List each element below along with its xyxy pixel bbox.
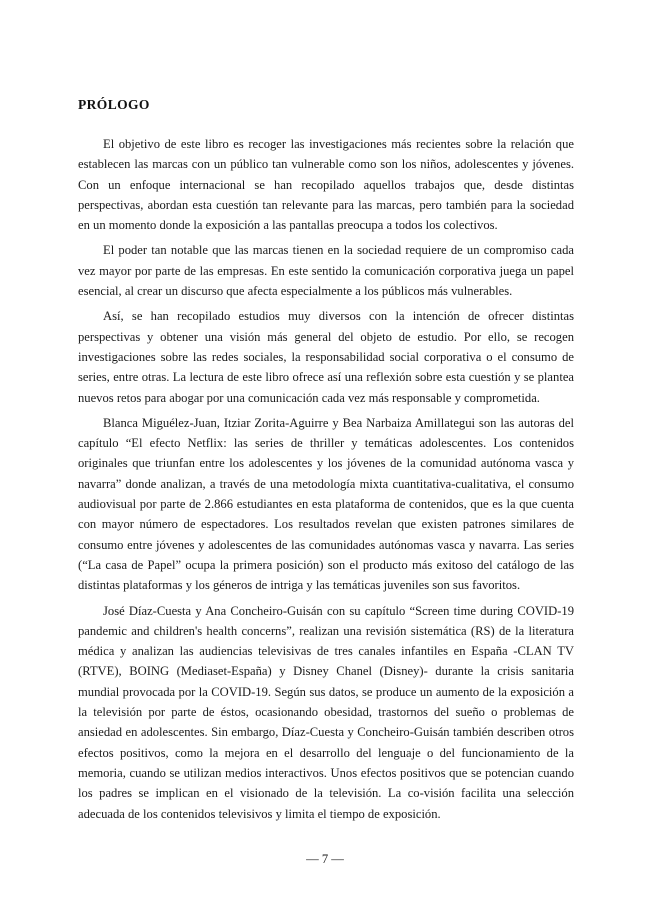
body-text	[78, 134, 574, 829]
paragraph: José Díaz-Cuesta y Ana Concheiro-Guisán con su capítulo “Screen time during COVID-19 pandemic and children's health concerns”, realizan una revisión sistemática (RS) de la literatura médica y analizan las audiencias televisivas de tres canales infantiles en España -CLAN TV (RTVE), BOING (Mediaset-España) y Disney Chanel (Disney)- durante la crisis sanitaria mundial provocada por la COVID-19. Según sus datos, se produce un aumento de la exposición a la televisión por parte de éstos, ocasionando obesidad, trastornos del sueño o problemas de ansiedad en adolescentes. Sin embargo, Díaz-Cuesta y Concheiro-Guisán también describen otros efectos positivos, como la mejora en el desarrollo del lenguaje o del funcionamiento de la memoria, cuando se utilizan medios interactivos. Unos efectos positivos que se potencian cuando los padres se implican en el visionado de la televisión. La co-visión facilita una selección adecuada de los contenidos televisivos y limita el tiempo de exposición.	[78, 603, 574, 821]
paragraph: El objetivo de este libro es recoger las investigaciones más recientes sobre la relación que establecen las marcas con un público tan vulnerable como son los niños, adolescentes y jóvenes. Con un enfoque internacional se han recopilado aquellos trabajos que, desde distintas perspectivas, abordan esta cuestión tan relevante para las marcas, pero también para la sociedad en un momento donde la exposición a las pantallas preocupa a todos los colectivos.	[78, 137, 574, 233]
paragraph: Blanca Miguélez-Juan, Itziar Zorita-Aguirre y Bea Narbaiza Amillategui son las autoras del capítulo “El efecto Netflix: las series de thriller y temáticas adolescentes. Los contenidos originales que triunfan entre los adolescentes y los jóvenes de la comunidad autónoma vasca y navarra” donde analizan, a través de una metodología mixta cuantitativa-cualitativa, el consumo audiovisual por parte de 2.866 estudiantes en esta plataforma de contenidos, que es la que cuenta con mayor número de espectadores. Los resultados revelan que existen patrones similares de consumo entre jóvenes y adolescentes de las comunidades autónomas vasca y navarra. Las series (“La casa de Papel” ocupa la primera posición) son el producto más exitoso del catálogo de las distintas plataformas y los géneros de intriga y las temáticas juveniles son sus favoritos.	[78, 415, 574, 593]
chapter-heading: PRÓLOGO	[78, 97, 150, 112]
paragraph: Así, se han recopilado estudios muy diversos con la intención de ofrecer distintas perspectivas y obtener una visión más general del objeto de estudio. Por ello, se recogen investigaciones sobre las redes sociales, la responsabilidad social corporativa o el consumo de series, entre otras. La lectura de este libro ofrece así una reflexión sobre esta cuestión y se plantea nuevos retos para abogar por una comunicación cada vez más responsable y comprometida.	[78, 309, 574, 405]
paragraph: El poder tan notable que las marcas tienen en la sociedad requiere de un compromiso cada vez mayor por parte de las empresas. En este sentido la comunicación corporativa juega un papel esencial, al crear un discurso que afecta especialmente a los públicos más vulnerables.	[78, 243, 574, 299]
page-number: — 7 —	[306, 852, 344, 866]
